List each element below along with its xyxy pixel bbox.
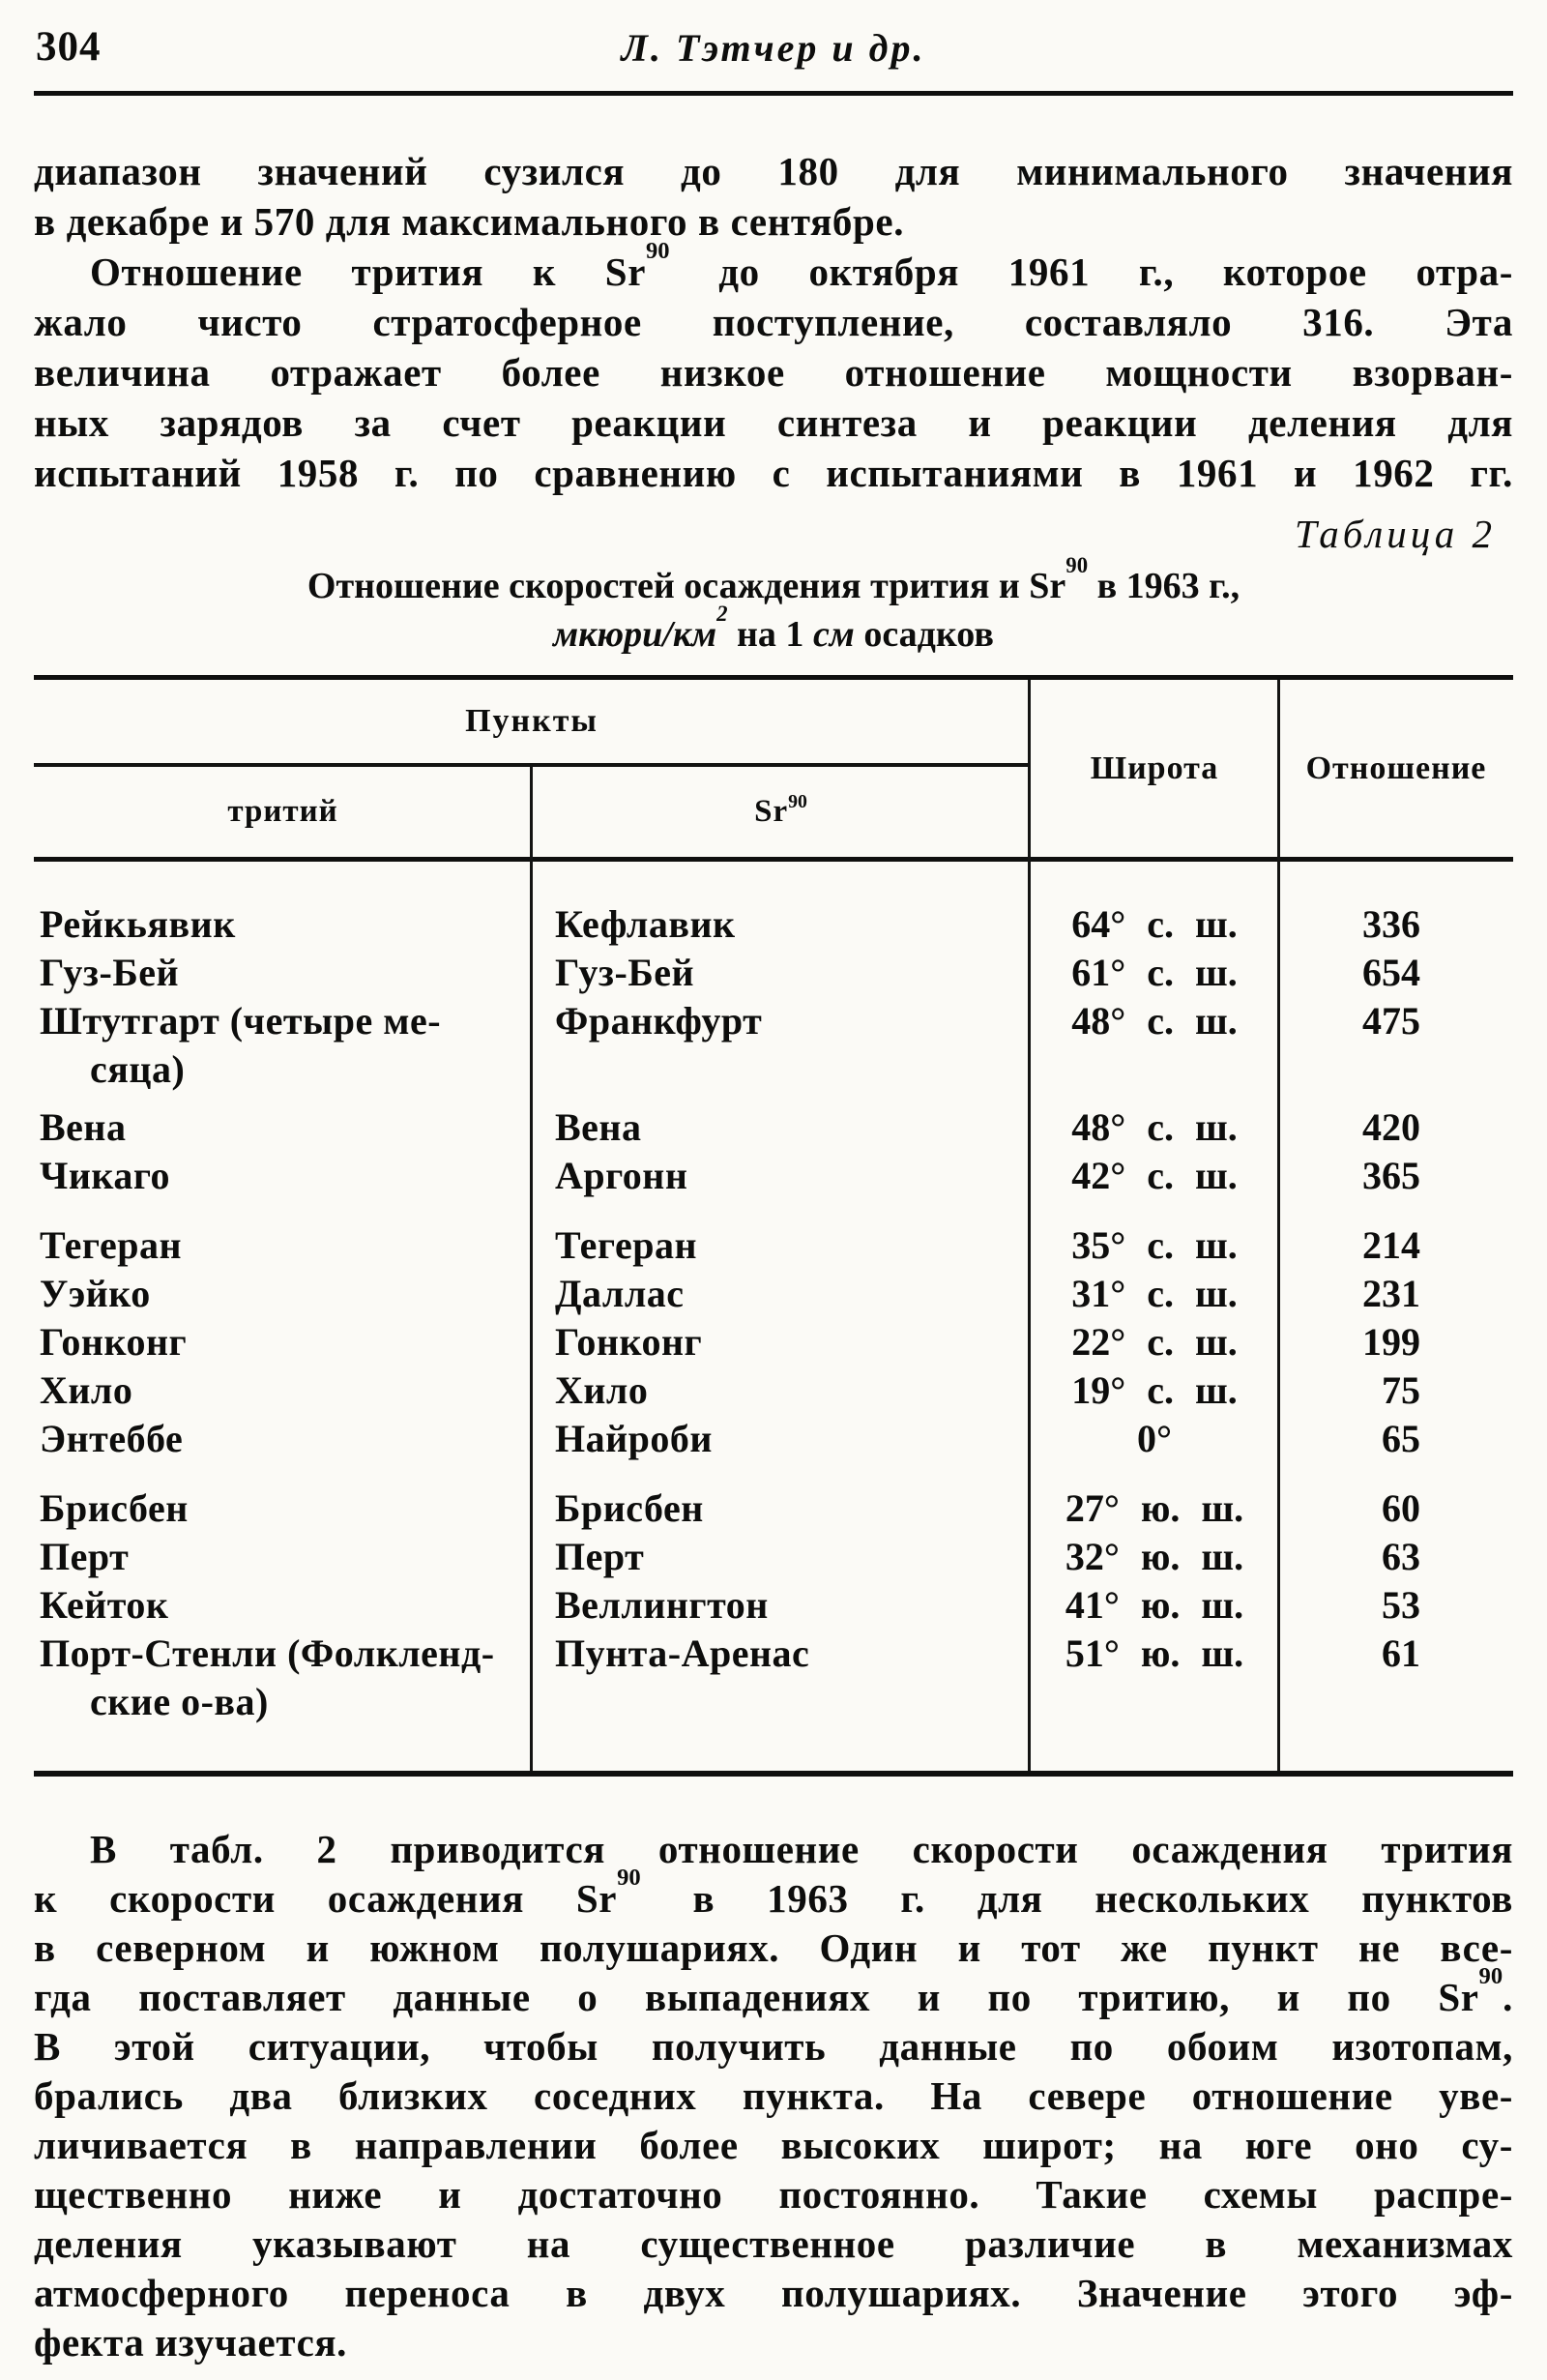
cell-ratio: 65	[1382, 1417, 1420, 1460]
cell-tritium-site: Порт-Стенли (Фолкленд- ские о-ва)	[40, 1631, 495, 1723]
data-table	[34, 675, 1513, 1777]
text-line: брались два близких соседних пункта. На севере отношение уве-	[34, 2073, 1513, 2118]
table-caption: Таблица 2	[1294, 512, 1496, 556]
header-tritium: тритий	[227, 794, 338, 829]
cell-latitude: 0°	[1137, 1417, 1172, 1460]
cell-ratio: 199	[1362, 1320, 1420, 1364]
text-line: атмосферного переноса в двух полушариях. Значение этого эф-	[34, 2271, 1513, 2315]
cell-sr90-site: Гуз-Бей	[555, 951, 695, 994]
header-rule	[34, 91, 1513, 96]
cell-tritium-site: Чикаго	[40, 1154, 171, 1197]
table-header	[34, 680, 1513, 862]
table-row	[34, 1221, 1513, 1270]
cell-ratio: 475	[1362, 999, 1420, 1043]
cell-ratio: 53	[1382, 1583, 1420, 1627]
text-line: фекта изучается.	[34, 2320, 348, 2365]
running-head	[34, 23, 1513, 68]
cell-tritium-site: Штутгарт (четыре ме- сяца)	[40, 999, 442, 1091]
text-line: жало чисто стратосферное поступление, составляло 316. Эта	[34, 300, 1513, 344]
cell-latitude: 27° ю. ш.	[1065, 1486, 1244, 1530]
column-rule-points	[530, 767, 533, 1771]
cell-ratio: 654	[1362, 951, 1420, 994]
text-line: личивается в направлении более высоких широт; на юге оно су-	[34, 2123, 1513, 2167]
cell-latitude: 42° с. ш.	[1071, 1154, 1238, 1197]
cell-tritium-site: Вена	[40, 1105, 127, 1149]
table-row	[34, 1581, 1513, 1630]
cell-latitude: 48° с. ш.	[1071, 1105, 1238, 1149]
cell-ratio: 336	[1362, 902, 1420, 946]
cell-ratio: 420	[1362, 1105, 1420, 1149]
text-line: диапазон значений сузился до 180 для минимального значения	[34, 149, 1513, 193]
cell-tritium-site: Уэйко	[40, 1272, 151, 1315]
cell-sr90-site: Веллингтон	[555, 1583, 769, 1627]
cell-latitude: 51° ю. ш.	[1065, 1631, 1244, 1675]
paragraph-continuation	[34, 146, 1513, 247]
cell-sr90-site: Хило	[555, 1368, 649, 1412]
table-row	[34, 1533, 1513, 1581]
text-line: деления указывают на существенное различие в механизмах	[34, 2221, 1513, 2266]
table-body	[34, 862, 1513, 1771]
cell-sr90-site: Даллас	[555, 1272, 685, 1315]
cell-ratio: 231	[1362, 1272, 1420, 1315]
cell-latitude: 31° с. ш.	[1071, 1272, 1238, 1315]
cell-sr90-site: Гонконг	[555, 1320, 703, 1364]
cell-tritium-site: Энтеббе	[40, 1417, 184, 1460]
text-line: Отношение трития к Sr$^{90}$ до октября 1961 г., которое отра-	[90, 237, 1513, 294]
column-rule-latitude	[1028, 680, 1031, 1771]
cell-ratio: 214	[1362, 1223, 1420, 1267]
cell-sr90-site: Тегеран	[555, 1223, 698, 1267]
paragraph-discussion	[34, 1825, 1513, 2367]
cell-sr90-site: Вена	[555, 1105, 642, 1149]
cell-latitude: 19° с. ш.	[1071, 1368, 1238, 1412]
cell-latitude: 61° с. ш.	[1071, 951, 1238, 994]
table-row	[34, 900, 1513, 949]
header-sr90: Sr $^{90}$	[754, 790, 807, 829]
column-rule-ratio	[1277, 680, 1280, 1771]
cell-ratio: 63	[1382, 1535, 1420, 1578]
text-line: испытаний 1958 г. по сравнению с испытаниями в 1961 и 1962 гг.	[34, 451, 1513, 495]
page-number: 304	[36, 24, 102, 70]
text-line: В табл. 2 приводится отношение скорости осаждения трития	[90, 1827, 1513, 1871]
text-line: величина отражает более низкое отношение мощности взорван-	[34, 350, 1513, 395]
cell-latitude: 64° с. ш.	[1071, 902, 1238, 946]
cell-ratio: 365	[1362, 1154, 1420, 1197]
text-line: в декабре и 570 для максимального в сентябре.	[34, 199, 905, 244]
table-row	[34, 1484, 1513, 1533]
running-title: Л. Тэтчер и др.	[621, 26, 926, 70]
text-line: ных зарядов за счет реакции синтеза и реакции деления для	[34, 400, 1513, 445]
cell-ratio: 75	[1382, 1368, 1420, 1412]
table-title	[34, 552, 1513, 659]
table-row	[34, 1366, 1513, 1415]
text-line: гда поставляет данные о выпадениях и по тритию, и по Sr$^{90}$.	[34, 1962, 1513, 2019]
cell-tritium-site: Гонконг	[40, 1320, 188, 1364]
cell-latitude: 41° ю. ш.	[1065, 1583, 1244, 1627]
table-row	[34, 1152, 1513, 1200]
cell-tritium-site: Гуз-Бей	[40, 951, 180, 994]
table-row	[34, 1318, 1513, 1366]
cell-sr90-site: Аргонн	[555, 1154, 688, 1197]
table-row	[34, 1415, 1513, 1463]
cell-ratio: 60	[1382, 1486, 1420, 1530]
header-points: Пункты	[34, 680, 1030, 767]
cell-sr90-site: Пунта-Аренас	[555, 1631, 810, 1675]
cell-tritium-site: Хило	[40, 1368, 133, 1412]
table-row	[34, 949, 1513, 997]
cell-sr90-site: Перт	[555, 1535, 645, 1578]
text-line: В этой ситуации, чтобы получить данные по обоим изотопам,	[34, 2024, 1513, 2069]
cell-sr90-site: Франкфурт	[555, 999, 763, 1043]
cell-sr90-site: Кефлавик	[555, 902, 736, 946]
cell-sr90-site: Брисбен	[555, 1486, 704, 1530]
cell-latitude: 35° с. ш.	[1071, 1223, 1238, 1267]
cell-tritium-site: Перт	[40, 1535, 130, 1578]
table-row	[34, 997, 1513, 1094]
cell-latitude: 48° с. ш.	[1071, 999, 1238, 1043]
paragraph-tritium-ratio	[34, 237, 1513, 498]
header-latitude: Широта	[1090, 749, 1219, 786]
table-row	[34, 1103, 1513, 1152]
text-line: щественно ниже и достаточно постоянно. Такие схемы распре-	[34, 2172, 1513, 2217]
table-title-line2: мкюри/$км^2$ на 1 см осадков	[553, 601, 994, 655]
table-row	[34, 1630, 1513, 1726]
header-ratio: Отношение	[1305, 749, 1487, 786]
text-line: к скорости осаждения Sr$^{90}$ в 1963 г. для нескольких пунктов	[34, 1864, 1513, 1921]
cell-sr90-site: Найроби	[555, 1417, 713, 1460]
cell-latitude: 32° ю. ш.	[1065, 1535, 1244, 1578]
table-row	[34, 1270, 1513, 1318]
text-line: в северном и южном полушариях. Один и тот же пункт не все-	[34, 1925, 1513, 1970]
cell-tritium-site: Тегеран	[40, 1223, 183, 1267]
table-title-line1: Отношение скоростей осаждения трития и Sr$^{90}$ в 1963 г.,	[306, 552, 1241, 606]
cell-latitude: 22° с. ш.	[1071, 1320, 1238, 1364]
cell-tritium-site: Кейток	[40, 1583, 169, 1627]
cell-tritium-site: Рейкьявик	[40, 902, 236, 946]
cell-tritium-site: Брисбен	[40, 1486, 189, 1530]
cell-ratio: 61	[1382, 1631, 1420, 1675]
